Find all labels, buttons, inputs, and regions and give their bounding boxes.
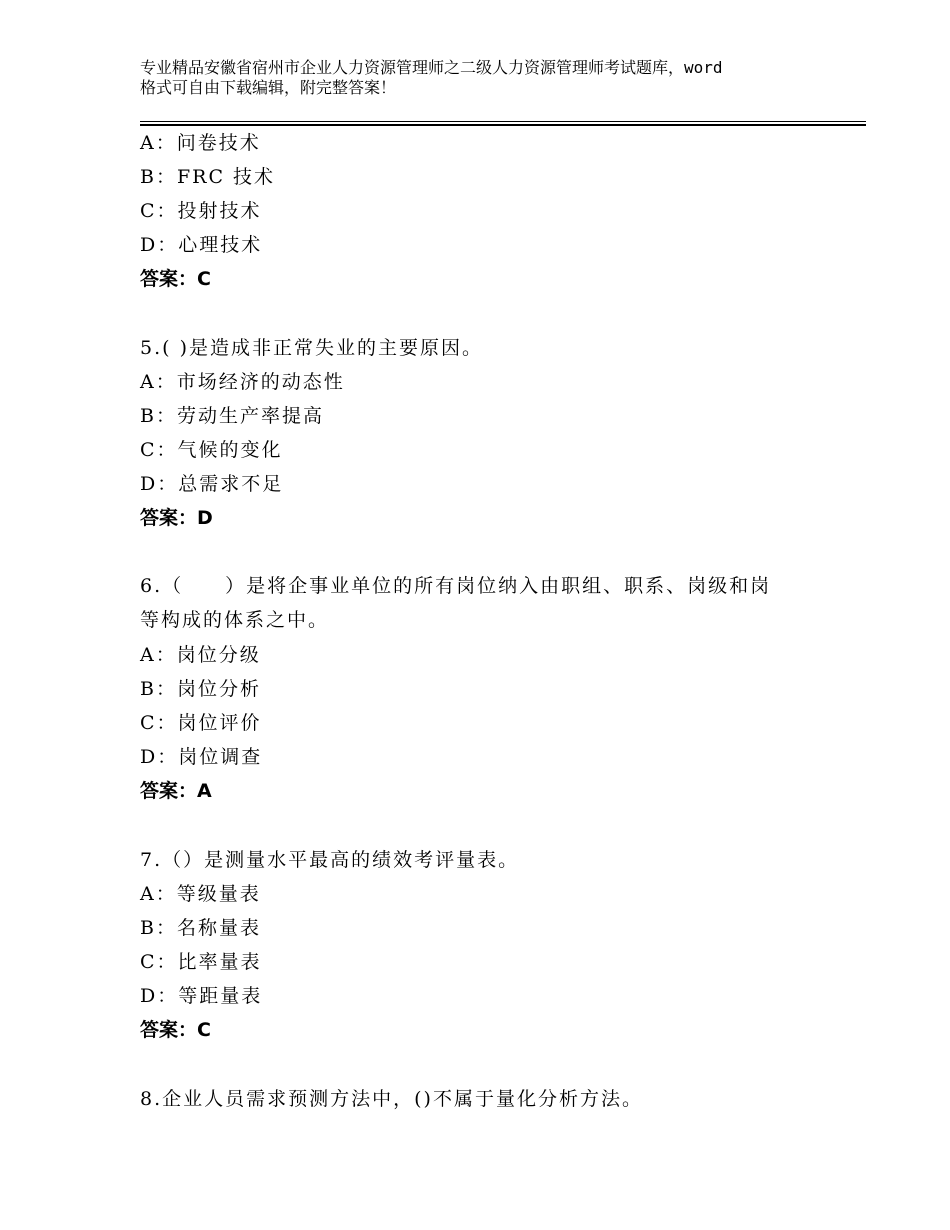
q7-option-a: A：等级量表 xyxy=(140,883,261,905)
q5-option-c: C：气候的变化 xyxy=(140,439,283,461)
q7-stem: 7.（）是测量水平最高的绩效考评量表。 xyxy=(140,849,520,871)
header-divider-bottom xyxy=(140,124,866,126)
q7-answer: 答案：C xyxy=(140,1019,211,1041)
q4-option-a: A：问卷技术 xyxy=(140,132,261,154)
q5-option-a: A：市场经济的动态性 xyxy=(140,371,345,393)
header-line-2: 格式可自由下载编辑，附完整答案！ xyxy=(140,78,397,97)
q6-answer: 答案：A xyxy=(140,780,212,802)
q5-stem: 5.( )是造成非正常失业的主要原因。 xyxy=(140,337,483,359)
document-header xyxy=(140,58,840,98)
q6-option-a: A：岗位分级 xyxy=(140,644,261,666)
q5-answer: 答案：D xyxy=(140,507,213,529)
q6-stem-line-1: 6.（ ）是将企事业单位的所有岗位纳入由职组、职系、岗级和岗 xyxy=(140,575,772,597)
header-divider-top xyxy=(140,121,866,122)
q4-option-c: C：投射技术 xyxy=(140,200,262,222)
q4-option-d: D：心理技术 xyxy=(140,234,263,256)
q8-stem: 8.企业人员需求预测方法中，()不属于量化分析方法。 xyxy=(140,1088,643,1110)
q6-option-c: C：岗位评价 xyxy=(140,712,262,734)
q5-option-b: B：劳动生产率提高 xyxy=(140,405,324,427)
q4-option-b: B：FRC 技术 xyxy=(140,166,276,188)
q6-option-d: D：岗位调查 xyxy=(140,746,263,768)
q4-answer: 答案：C xyxy=(140,268,211,290)
q7-option-d: D：等距量表 xyxy=(140,985,263,1007)
q6-option-b: B：岗位分析 xyxy=(140,678,261,700)
header-line-1: 专业精品安徽省宿州市企业人力资源管理师之二级人力资源管理师考试题库，word xyxy=(140,58,723,77)
q7-option-c: C：比率量表 xyxy=(140,951,262,973)
q6-stem-line-2: 等构成的体系之中。 xyxy=(140,609,330,631)
q5-option-d: D：总需求不足 xyxy=(140,473,284,495)
q7-option-b: B：名称量表 xyxy=(140,917,261,939)
